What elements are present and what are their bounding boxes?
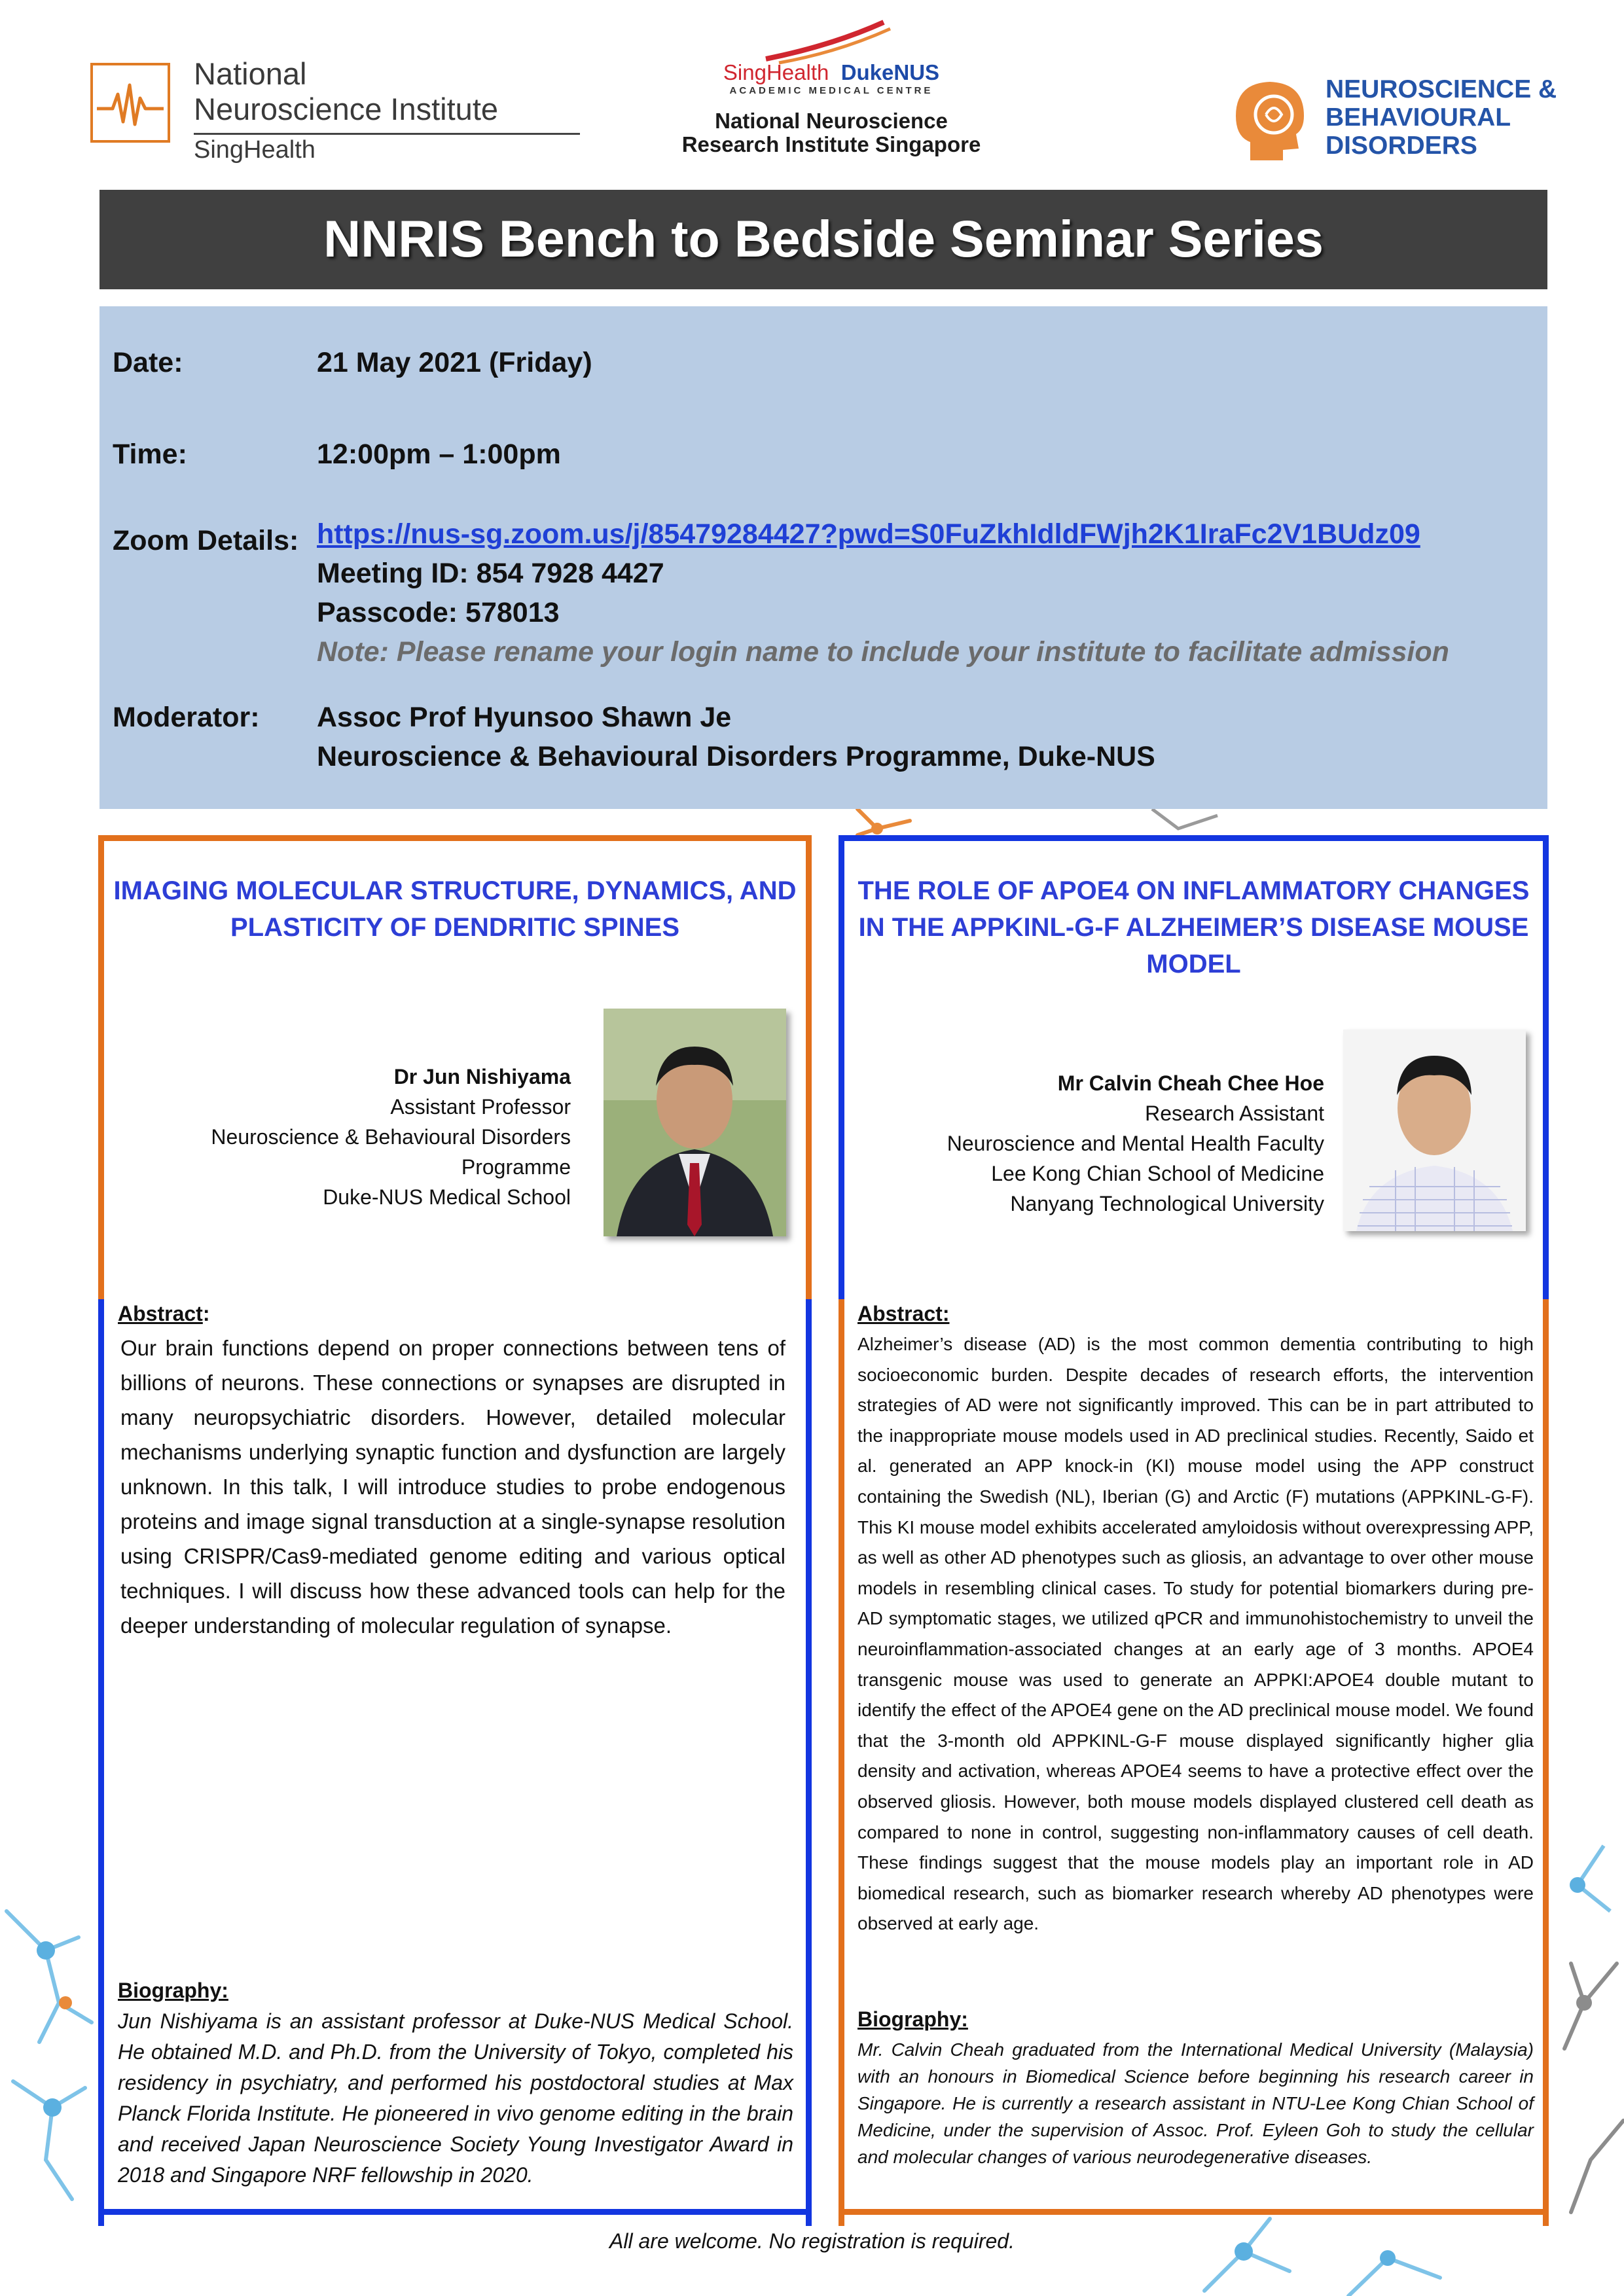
time-value: 12:00pm – 1:00pm — [317, 439, 561, 470]
date-value: 21 May 2021 (Friday) — [317, 347, 592, 378]
speaker-name: Mr Calvin Cheah Chee Hoe — [1057, 1071, 1324, 1095]
event-details-panel — [99, 306, 1547, 809]
bio-heading-left: Biography: — [118, 1979, 228, 2002]
swoosh-icon — [753, 20, 910, 65]
zoom-link[interactable]: https://nus-sg.zoom.us/j/85479284427?pwd=S0FuZkhIdldFWjh2K1IraFc2V1BUdz09 — [317, 518, 1420, 550]
nbd-logo — [1231, 69, 1571, 173]
neuron-decoration-top — [772, 809, 1296, 835]
talk-box-right — [839, 835, 1549, 2215]
moderator-label: Moderator: — [113, 702, 260, 733]
singhealth-dukenus-text: SingHealth DukeNUS — [723, 60, 940, 84]
speaker-photo-right — [1343, 1030, 1526, 1231]
amc-text: ACADEMIC MEDICAL CENTRE — [729, 85, 933, 96]
passcode: Passcode: 578013 — [317, 597, 560, 628]
speaker-photo-left — [604, 1009, 786, 1236]
singhealth-dukenus-logo — [655, 20, 1008, 177]
speaker-info-right: Mr Calvin Cheah Chee Hoe Research Assistant Neuroscience and Mental Health Faculty Lee Kong Chian School of Medicine Nanyang Technological University — [857, 1068, 1324, 1219]
zoom-label: Zoom Details: — [113, 525, 299, 556]
box-border-segment — [1543, 1299, 1549, 2226]
nni-logo-text: National Neuroscience Institute — [194, 56, 499, 126]
nni-logo — [90, 56, 499, 170]
nnris-name: National Neuroscience Research Institute Singapore — [681, 109, 981, 156]
abstract-heading-right: Abstract: — [857, 1302, 950, 1325]
meeting-id: Meeting ID: 854 7928 4427 — [317, 558, 664, 589]
neuron-decoration-left — [0, 1872, 98, 2238]
date-label: Date: — [113, 347, 183, 378]
footer-note: All are welcome. No registration is required. — [609, 2229, 1015, 2253]
nni-pulse-icon — [90, 63, 170, 143]
abstract-text-right: Alzheimer’s disease (AD) is the most common dementia contributing to high socioeconomic burden. Despite decades of research efforts, the intervention strategies of AD were not significantly improved. This can be in part attributed to the inappropriate mouse models used in AD preclinical studies. Recently, Saido et al. generated an APP knock-in (KI) mouse model using the APP construct containing the Swedish (NL), Iberian (G) and Arctic (F) mutations (APPKINL-G-F). This KI mouse model exhibits accelerated amyloidosis without overexpressing APP, as well as other AD phenotypes such as gliosis, an advantage to over other mouse models in resembling clinical cases. To study for potential biomarkers during pre-AD symptomatic stages, we utilized qPCR and immunohistochemistry to unveil the neuroinflammation-associated changes at an early age of 3 months. APOE4 transgenic mouse was used to generate an APPKI:APOE4 double mutant to identify the effect of the APOE4 gene on the AD preclinical mouse model. We found that the 3-month old APPKINL-G-F mouse displayed significantly higher glia density and activation, whereas APOE4 seems to have a protective effect over the observed gliosis. However, both mouse models displayed clustered cell death as compared to none in control, suggesting non-inflammatory causes of cell death. These findings suggest that the mouse models play an important role in AD biomedical research, such as biomarker research whereby AD phenotypes were observed at early age. — [857, 1334, 1534, 1934]
speaker-name: Dr Jun Nishiyama — [393, 1065, 571, 1088]
neuron-decoration-right — [1551, 1833, 1624, 2238]
zoom-note: Note: Please rename your login name to include your institute to facilitate admission — [317, 636, 1449, 668]
speaker-info-left: Dr Jun Nishiyama Assistant Professor Neuroscience & Behavioural Disorders Programme Duke-NUS Medical School — [124, 1062, 571, 1212]
box-border-segment — [806, 1299, 812, 2226]
box-border-segment — [98, 1299, 104, 2226]
talk-title-left: IMAGING MOLECULAR STRUCTURE, DYNAMICS, AND PLASTICITY OF DENDRITIC SPINES — [113, 876, 797, 942]
abstract-heading-left: Abstract: — [118, 1302, 210, 1325]
box-border-segment — [839, 1299, 844, 2226]
bio-text-right: Mr. Calvin Cheah graduated from the International Medical University (Malaysia) with an honours in Biomedical Science before beginning his research career in Singapore. He is currently a research assistant in NTU-Lee Kong Chian School of Medicine, under the supervision of Assoc. Prof. Eyleen Goh to study the cellular and molecular changes of various neurodegenerative diseases. — [857, 2039, 1534, 2167]
head-profile-icon — [1231, 77, 1309, 162]
moderator-name: Assoc Prof Hyunsoo Shawn Je — [317, 702, 732, 733]
time-label: Time: — [113, 439, 187, 470]
talk-title-right: THE ROLE OF APOE4 ON INFLAMMATORY CHANGES IN THE APPKINL-G-F ALZHEIMER’S DISEASE MOUSE MODEL — [857, 876, 1530, 978]
nni-logo-divider — [194, 133, 580, 135]
moderator-affiliation: Neuroscience & Behavioural Disorders Programme, Duke-NUS — [317, 741, 1155, 772]
bio-text-left: Jun Nishiyama is an assistant professor at Duke-NUS Medical School. He obtained M.D. and Ph.D. from the University of Tokyo, completed his residency in psychiatry, and performed his postdoctoral studies at Max Planck Florida Institute. He pioneered in vivo genome editing in the brain and received Japan Neuroscience Society Young Investigator Award in 2018 and Singapore NRF fellowship in 2020. — [118, 2009, 793, 2187]
talk-box-left — [98, 835, 812, 2215]
nbd-logo-text: NEUROSCIENCE & BEHAVIOURAL DISORDERS — [1326, 75, 1557, 160]
bio-heading-right: Biography: — [857, 2007, 968, 2031]
abstract-text-left: Our brain functions depend on proper connections between tens of billions of neurons. These connections or synapses are disrupted in many neuropsychiatric disorders. However, detailed molecular mechanisms underlying synaptic function and dysfunction are largely unknown. In this talk, I will introduce studies to probe endogenous proteins and image signal transduction at a single-synapse resolution using CRISPR/Cas9-mediated genome editing and various optical techniques. I will discuss how these advanced tools can help for the deeper understanding of molecular regulation of synapse. — [120, 1336, 785, 1638]
seminar-title: NNRIS Bench to Bedside Seminar Series — [99, 190, 1547, 289]
neuron-decoration-bottom — [1191, 2212, 1453, 2296]
nni-logo-sub: SingHealth — [194, 136, 316, 164]
